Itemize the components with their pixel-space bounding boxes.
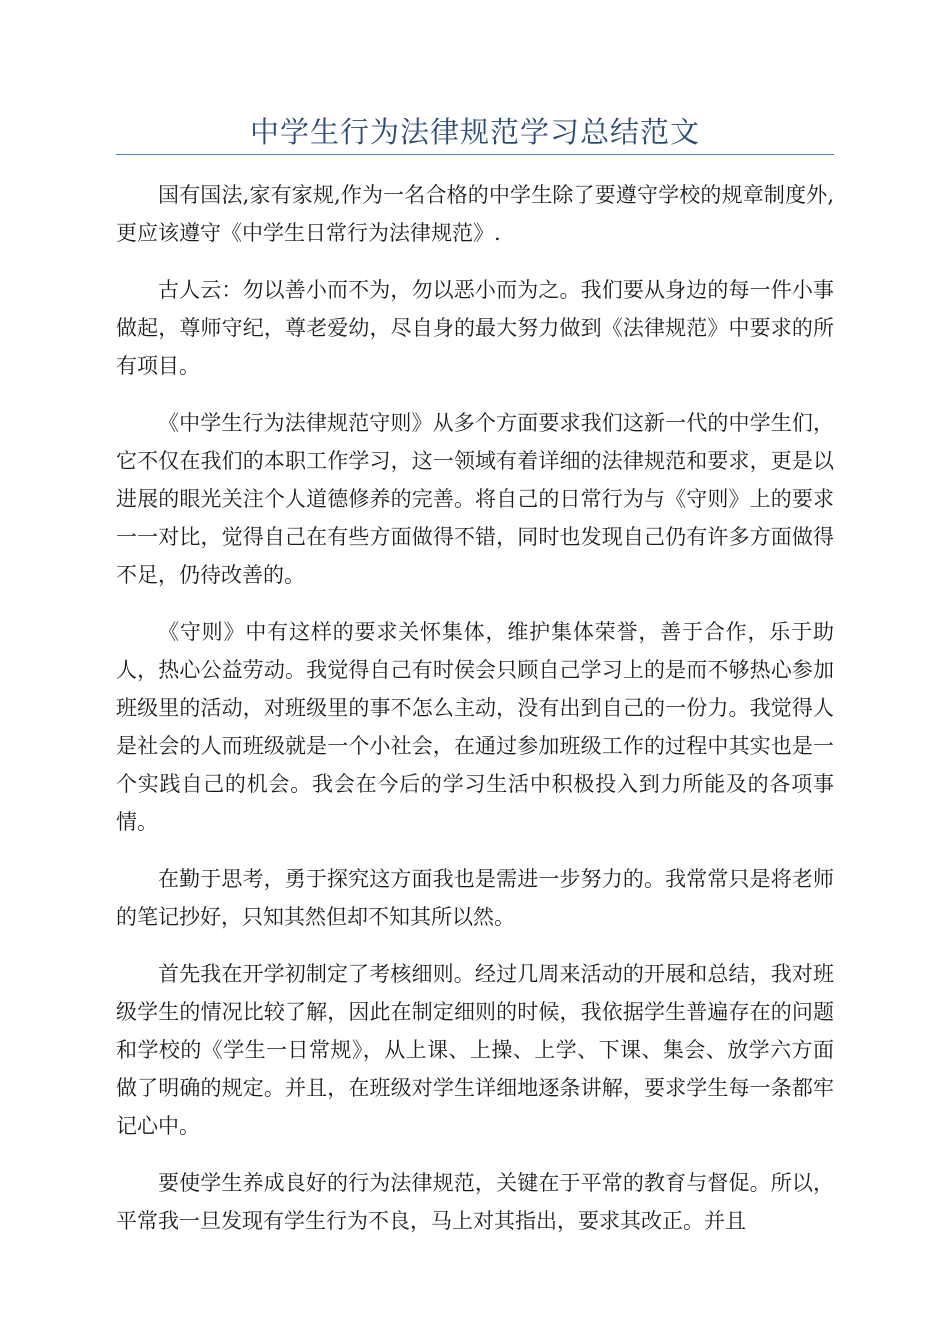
paragraph: 国有国法,家有家规,作为一名合格的中学生除了要遵守学校的规章制度外,更应该遵守《中学生日常行为法律规范》. bbox=[116, 183, 834, 245]
title-underline bbox=[116, 154, 834, 155]
document-title: 中学生行为法律规范学习总结范文 bbox=[249, 115, 700, 149]
paragraph: 《守则》中有这样的要求关怀集体，维护集体荣誉，善于合作，乐于助人，热心公益劳动。我觉得自己有时侯会只顾自己学习上的是而不够热心参加班级里的活动，对班级里的事不怎么主动，没有出到自己的一份力。我觉得人是社会的人而班级就是一个小社会，在通过参加班级工作的过程中其实也是一个实践自己的机会。我会在今后的学习生活中积极投入到力所能及的各项事情。 bbox=[116, 620, 834, 834]
paragraph: 《中学生行为法律规范守则》从多个方面要求我们这新一代的中学生们，它不仅在我们的本职工作学习，这一领域有着详细的法律规范和要求，更是以进展的眼光关注个人道德修养的完善。将自己的日常行为与《守则》上的要求一一对比，觉得自己在有些方面做得不错，同时也发现自己仍有许多方面做得不足，仍待改善的。 bbox=[116, 411, 834, 587]
paragraph: 首先我在开学初制定了考核细则。经过几周来活动的开展和总结，我对班级学生的情况比较了解，因此在制定细则的时候，我依据学生普遍存在的问题和学校的《学生一日常规》，从上课、上操、上学、下课、集会、放学六方面做了明确的规定。并且，在班级对学生详细地逐条讲解，要求学生每一条都牢记心中。 bbox=[116, 962, 834, 1138]
document-body bbox=[116, 176, 834, 1259]
paragraph: 要使学生养成良好的行为法律规范，关键在于平常的教育与督促。所以，平常我一旦发现有学生行为不良，马上对其指出，要求其改正。并且 bbox=[116, 1171, 834, 1233]
paragraph: 古人云：勿以善小而不为，勿以恶小而为之。我们要从身边的每一件小事做起，尊师守纪，尊老爱幼，尽自身的最大努力做到《法律规范》中要求的所有项目。 bbox=[116, 278, 834, 378]
paragraph: 在勤于思考，勇于探究这方面我也是需进一步努力的。我常常只是将老师的笔记抄好，只知其然但却不知其所以然。 bbox=[116, 867, 834, 929]
